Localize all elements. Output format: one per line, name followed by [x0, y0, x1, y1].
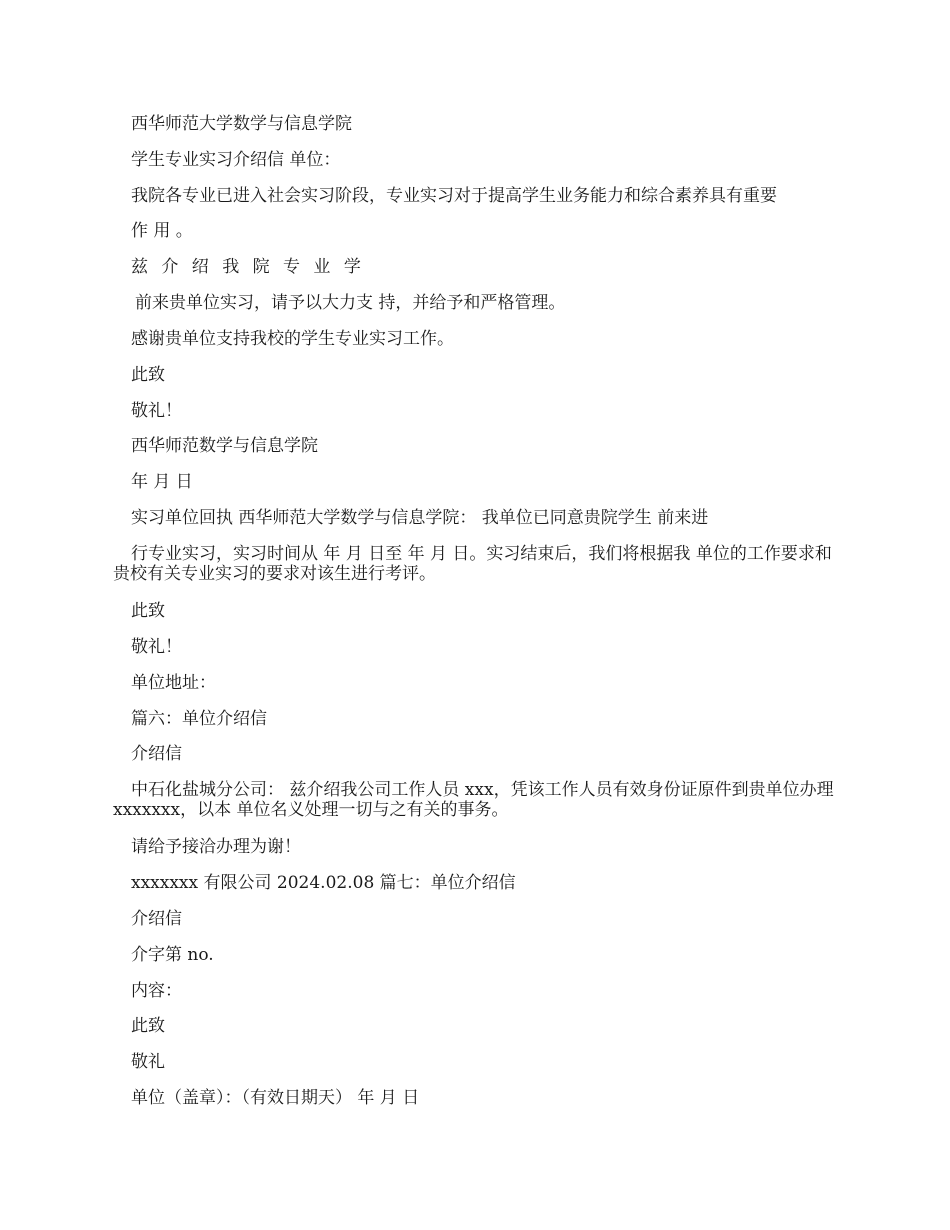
introduction-letter-title-2: 介绍信	[131, 909, 182, 929]
closing-regards: 敬礼！	[131, 401, 182, 421]
letter-number: 介字第 no.	[131, 945, 214, 965]
body-paragraph-2: 兹 介 绍 我 院 专 业 学	[131, 257, 365, 277]
college-name: 西华师范大学数学与信息学院	[131, 114, 352, 134]
content-label: 内容：	[131, 981, 182, 1001]
receipt-heading: 实习单位回执 西华师范大学数学与信息学院： 我单位已同意贵院学生 前来进	[131, 508, 709, 528]
unit-address: 单位地址：	[131, 673, 216, 693]
body-paragraph-4: 感谢贵单位支持我校的学生专业实习工作。	[131, 329, 454, 349]
final-regards: 敬礼	[131, 1052, 165, 1072]
body-paragraph-3: 前来贵单位实习，请予以大力支 持，并给予和严格管理。	[135, 293, 566, 313]
body-paragraph-1-cont: 作 用 。	[131, 221, 193, 241]
sinopec-paragraph: 中石化盐城分公司： 兹介绍我公司工作人员 xxx，凭该工作人员有效身份证原件到贵单位办理 xxxxxxx，以本 单位名义处理一切与之有关的事务。	[113, 780, 834, 820]
section-six-heading: 篇六：单位介绍信	[131, 709, 267, 729]
introduction-letter-title-1: 介绍信	[131, 744, 182, 764]
final-salutation: 此致	[131, 1016, 165, 1036]
receipt-salutation: 此致	[131, 601, 165, 621]
signature-date: 年 月 日	[131, 472, 193, 492]
unit-seal-validity-date: 单位（盖章）：（有效日期天） 年 月 日	[131, 1088, 420, 1108]
letter-title: 学生专业实习介绍信 单位：	[131, 150, 341, 170]
receipt-regards: 敬礼！	[131, 637, 182, 657]
closing-salutation: 此致	[131, 365, 165, 385]
company-date-section-seven: xxxxxxx 有限公司 2024.02.08 篇七：单位介绍信	[131, 873, 516, 893]
body-paragraph-1: 我院各专业已进入社会实习阶段，专业实习对于提高学生业务能力和综合素养具有重要	[131, 186, 777, 206]
receipt-paragraph: 行专业实习，实习时间从 年 月 日至 年 月 日。实习结束后，我们将根据我 单位的工作要求和贵校有关专业实习的要求对该生进行考评。	[113, 544, 832, 584]
signature-college: 西华师范数学与信息学院	[131, 436, 318, 456]
request-line: 请给予接洽办理为谢！	[131, 837, 301, 857]
